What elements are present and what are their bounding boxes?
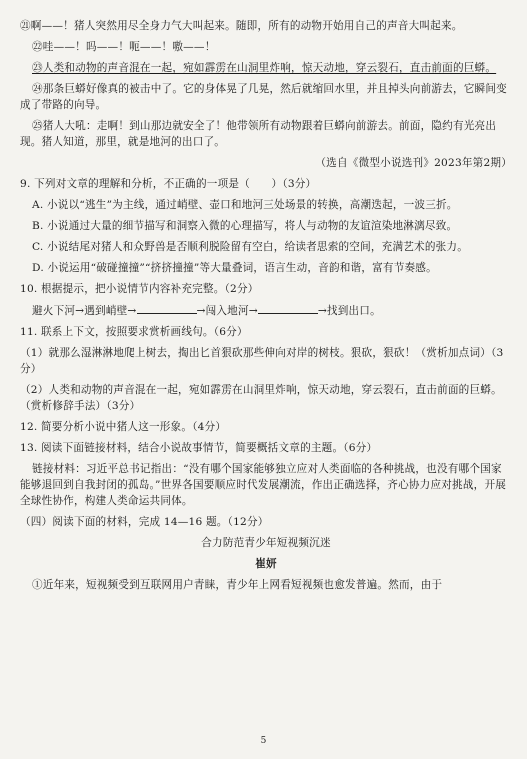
answer-blank-1[interactable]: [137, 302, 197, 314]
question-11-part-1: （1）就那么湿淋淋地爬上树去，掏出匕首狠砍那些伸向对岸的树枝。狠砍，狠砍！（赏析加点词）（3分）: [20, 347, 504, 375]
article-paragraph-1: ①近年来，短视频受到互联网用户青睐，青少年上网看短视频也愈发普遍。然而，由于: [32, 579, 443, 591]
question-9-option-a: A. 小说以“逃生”为主线，通过峭壁、壶口和地河三处场景的转换，高潮迭起，一波三折。: [32, 199, 458, 211]
question-10: 10. 根据提示，把小说情节内容补充完整。（2分）: [20, 283, 259, 295]
question-9: 9. 下列对文章的理解和分析，不正确的一项是（ ）（3分）: [20, 178, 317, 190]
story-paragraph-24: ㉔那条巨蟒好像真的被击中了。它的身体晃了几晃，然后就缩回水里，并且掉头向前游去，它瞬间变成了带路的向导。: [20, 83, 507, 111]
story-paragraph-21: ㉑啊——！猪人突然用尽全身力气大叫起来。随即，所有的动物开始用自己的声音大叫起来。: [20, 20, 463, 32]
article-title: 合力防范青少年短视频沉迷: [201, 537, 331, 549]
story-paragraph-25: ㉕猪人大吼：走啊！到山那边就安全了！他带领所有动物跟着巨蟒向前游去。前面，隐约有光亮出现。猪人知道，那里，就是地河的出口了。: [20, 120, 497, 148]
answer-blank-2[interactable]: [258, 302, 318, 314]
question-12: 12. 简要分析小说中猪人这一形象。（4分）: [20, 421, 227, 433]
section-4-heading: （四）阅读下面的材料，完成 14—16 题。（12分）: [20, 516, 269, 528]
question-9-option-d: D. 小说运用“破碰撞撞”“挤挤撞撞”等大量叠词，语言生动，音韵和谐，富有节奏感。: [32, 262, 437, 274]
page-number: 5: [260, 736, 267, 746]
link-material: 链接材料：习近平总书记指出：“没有哪个国家能够独立应对人类面临的各种挑战，也没有哪个国家能够退回到自我封闭的孤岛。”世界各国要顺应时代发展潮流，作出正确选择，齐心协力应对挑战，开展全球性协作，构建人类命运共同体。: [20, 463, 507, 507]
story-source: （选自《微型小说选刊》2023年第2期）: [315, 157, 512, 169]
question-10-flow: [20, 302, 512, 319]
page-content: [20, 18, 512, 598]
flow-part-c: →找到出口。: [317, 305, 381, 317]
question-9-option-b: B. 小说通过大量的细节描写和洞察入微的心理描写，将人与动物的友谊渲染地淋漓尽致。: [32, 220, 458, 232]
article-author: 崔妍: [255, 558, 277, 570]
flow-part-a: 避火下河→遇到峭壁→: [32, 305, 137, 317]
question-13: 13. 阅读下面链接材料，结合小说故事情节，简要概括文章的主题。（6分）: [20, 442, 378, 454]
question-11: 11. 联系上下文，按照要求赏析画线句。（6分）: [20, 326, 248, 338]
story-paragraph-23: ㉓人类和动物的声音混在一起，宛如霹雳在山洞里炸响，惊天动地，穿云裂石，直击前面的巨蟒。: [32, 62, 497, 74]
question-11-part-2: （2）人类和动物的声音混在一起，宛如霹雳在山洞里炸响，惊天动地，穿云裂石，直击前面的巨蟒。（赏析修辞手法）（3分）: [20, 384, 502, 412]
question-9-option-c: C. 小说结尾对猪人和众野兽是否顺利脱险留有空白，给读者思索的空间，充满艺术的张力。: [32, 241, 469, 253]
flow-part-b: →闯入地河→: [196, 305, 258, 317]
story-paragraph-22: ㉒哇——！吗——！呃——！嗷——！: [32, 41, 216, 53]
